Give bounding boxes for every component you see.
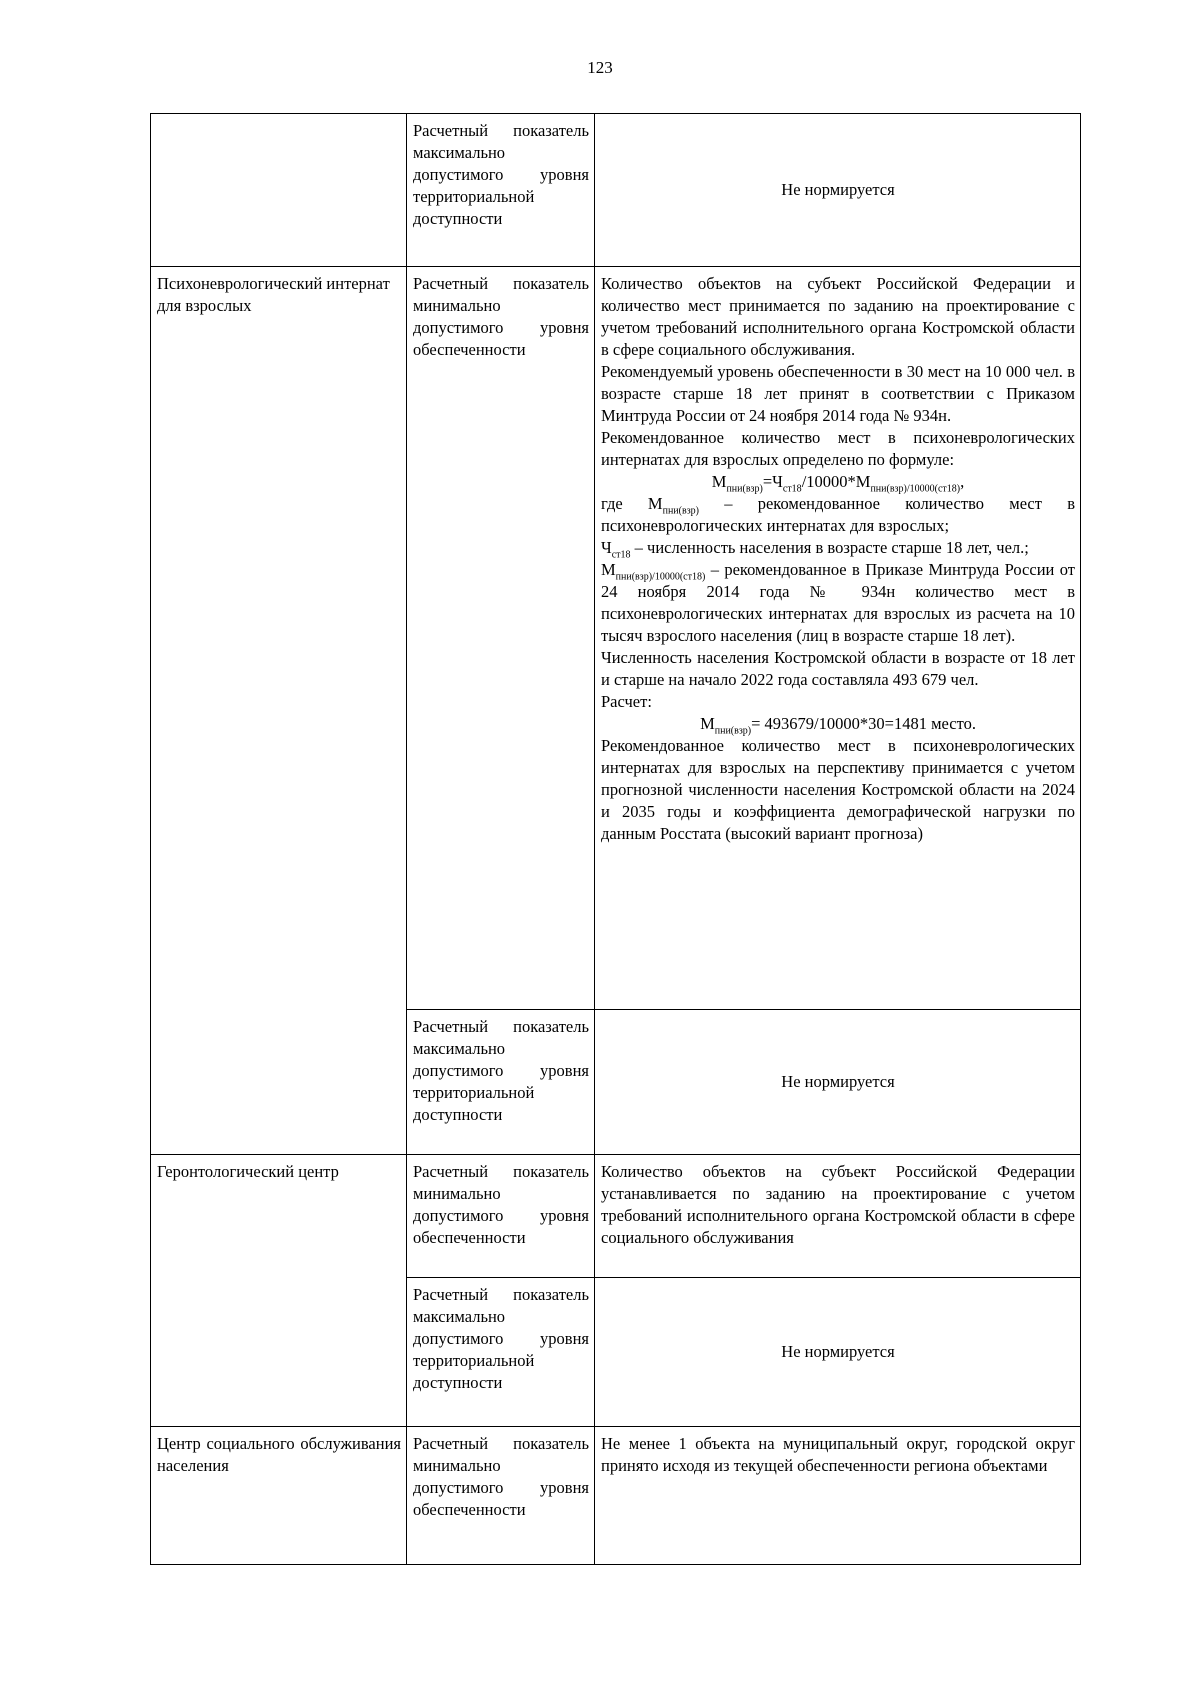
indicator-cell: Расчетный показатель минимально допустимого уровня обеспеченности — [407, 267, 595, 1010]
formula: $М_{пни(взр)}=Ч_{ст18}/10000*М_{пни(взр)/10000(ст18)}$, — [711, 472, 965, 495]
object-cell: Центр социального обслуживания населения — [151, 1427, 407, 1565]
indicator-cell: Расчетный показатель минимально допустимого уровня обеспеченности — [407, 1155, 595, 1278]
value-paragraph: $Ч_{ст18}$ – численность населения в возрасте старше 18 лет, чел.; — [601, 538, 1029, 561]
indicator-cell: Расчетный показатель максимально допустимого уровня территориальной доступности — [407, 1278, 595, 1427]
table-row — [151, 114, 1081, 267]
value-cell: Не менее 1 объекта на муниципальный округ, городской округ принято исходя из текущей обеспеченности региона объектами — [595, 1427, 1081, 1565]
table-row — [151, 1427, 1081, 1565]
page-number: 123 — [587, 58, 613, 77]
norms-table — [150, 113, 1081, 1565]
table-row — [151, 1155, 1081, 1278]
value-cell: Не нормируется — [595, 114, 1081, 267]
object-cell — [151, 114, 407, 267]
value-cell: Не нормируется — [595, 1278, 1081, 1427]
object-cell: Геронтологический центр — [151, 1155, 407, 1427]
value-cell: Количество объектов на субъект Российской Федерации устанавливается по заданию на проектирование с учетом требований исполнительного органа Костромской области в сфере социального обслуживания — [595, 1155, 1081, 1278]
value-paragraph: $М_{пни(взр)/10000(ст18)}$ – рекомендованное в Приказе Минтруда России от 24 ноября 2014 года № 934н количество мест в психоневрологических интернатах для взрослых из расчета на 10 тысяч взрослого населения (лиц в возрасте старше 18 лет). — [601, 560, 1075, 645]
value-cell: Не нормируется — [595, 1010, 1081, 1155]
indicator-cell: Расчетный показатель максимально допустимого уровня территориальной доступности — [407, 1010, 595, 1155]
value-paragraph: Численность населения Костромской области в возрасте от 18 лет и старше на начало 2022 года составляла 493 679 чел. — [601, 648, 1075, 689]
object-cell: Психоневрологический интернат для взрослых — [151, 267, 407, 1155]
value-paragraph: Рекомендованное количество мест в психоневрологических интернатах для взрослых определено по формуле: — [601, 428, 1075, 469]
value-cell — [595, 267, 1081, 1010]
value-paragraph: Рекомендуемый уровень обеспеченности в 30 мест на 10 000 чел. в возрасте старше 18 лет принят в соответствии с Приказом Минтруда России от 24 ноября 2014 года № 934н. — [601, 362, 1075, 425]
indicator-cell: Расчетный показатель минимально допустимого уровня обеспеченности — [407, 1427, 595, 1565]
value-paragraph: Количество объектов на субъект Российской Федерации и количество мест принимается по заданию на проектирование с учетом требований исполнительного органа Костромской области в сфере социального обслуживания. — [601, 274, 1075, 359]
value-paragraph: Расчет: — [601, 692, 652, 711]
value-paragraph: где $М_{пни(взр)}$ – рекомендованное количество мест в психоневрологических интернатах для взрослых; — [601, 494, 1076, 535]
table-row — [151, 267, 1081, 1010]
value-paragraph: Рекомендованное количество мест в психоневрологических интернатах для взрослых на перспективу принимается с учетом прогнозной численности населения Костромской области на 2024 и 2035 годы и коэффициента демографической нагрузки по данным Росстата (высокий вариант прогноза) — [601, 736, 1075, 843]
formula: $М_{пни(взр)}= 493679/10000*30=1481$ место. — [700, 714, 976, 737]
indicator-cell: Расчетный показатель максимально допустимого уровня территориальной доступности — [407, 114, 595, 267]
